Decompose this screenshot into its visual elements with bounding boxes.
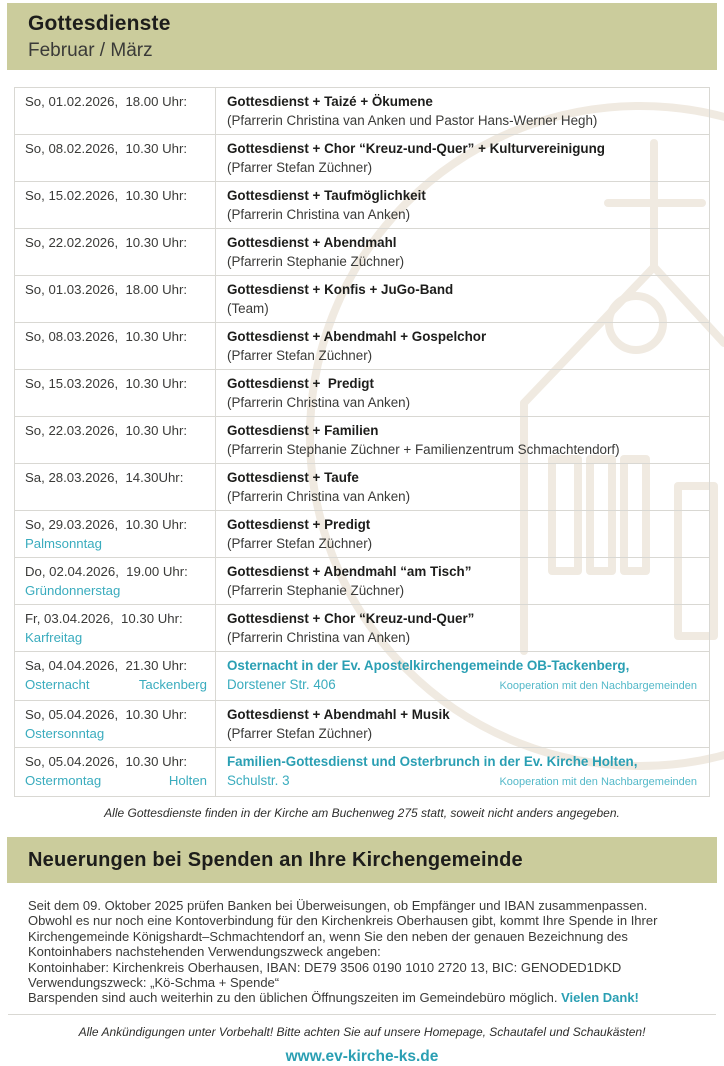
service-detail: (Pfarrerin Christina van Anken und Pastor Hans-Werner Hegh) bbox=[227, 113, 598, 128]
service-date: So, 15.03.2026, 10.30 Uhr: bbox=[25, 376, 188, 391]
schedule-row bbox=[15, 323, 709, 370]
service-detail: (Pfarrerin Stephanie Züchner) bbox=[227, 254, 405, 269]
service-date: Do, 02.04.2026, 19.00 Uhr: bbox=[25, 564, 188, 579]
date-cell bbox=[15, 88, 216, 134]
page-header bbox=[7, 3, 717, 70]
service-date: So, 22.03.2026, 10.30 Uhr: bbox=[25, 423, 188, 438]
service-detail: (Pfarrerin Stephanie Züchner + Familienzentrum Schmachtendorf) bbox=[227, 442, 620, 457]
service-date: So, 05.04.2026, 10.30 Uhr: bbox=[25, 754, 188, 769]
service-title: Gottesdienst + Predigt bbox=[227, 376, 374, 391]
donation-line: Seit dem 09. Oktober 2025 prüfen Banken bei Überweisungen, ob Empfänger und IBAN zusammenpassen. bbox=[28, 898, 648, 913]
date-cell bbox=[15, 748, 216, 796]
donations-text bbox=[28, 898, 696, 1006]
date-cell bbox=[15, 276, 216, 322]
date-cell bbox=[15, 135, 216, 181]
donation-line: Obwohl es nur noch eine Kontoverbindung für den Kirchenkreis Oberhausen gibt, kommt Ihre Spende in Ihrer bbox=[28, 913, 658, 929]
service-cell bbox=[216, 701, 709, 747]
holiday-name: Ostermontag bbox=[25, 773, 102, 788]
holiday-label bbox=[25, 675, 207, 694]
service-detail-line bbox=[227, 299, 699, 318]
service-detail-line bbox=[227, 346, 699, 365]
service-date: Sa, 28.03.2026, 14.30Uhr: bbox=[25, 470, 184, 485]
service-title: Gottesdienst + Taufe bbox=[227, 470, 359, 485]
donation-closing-line bbox=[28, 990, 696, 1005]
footer-disclaimer: Alle Ankündigungen unter Vorbehalt! Bitte achten Sie auf unsere Homepage, Schautafel und Schaukästen! bbox=[78, 1024, 646, 1039]
website-link[interactable]: www.ev-kirche-ks.de bbox=[285, 1047, 439, 1065]
schedule-row bbox=[15, 701, 709, 748]
service-title: Gottesdienst + Abendmahl “am Tisch” bbox=[227, 564, 472, 579]
schedule-row bbox=[15, 370, 709, 417]
service-detail: (Pfarrerin Stephanie Züchner) bbox=[227, 583, 405, 598]
service-date: So, 08.03.2026, 10.30 Uhr: bbox=[25, 329, 188, 344]
service-date: Sa, 04.04.2026, 21.30 Uhr: bbox=[25, 658, 188, 673]
holiday-name: Gründonnerstag bbox=[25, 583, 121, 598]
service-title: Gottesdienst + Familien bbox=[227, 423, 379, 438]
service-detail-line bbox=[227, 252, 699, 271]
donation-lines bbox=[28, 898, 696, 990]
donations-header bbox=[7, 837, 717, 883]
schedule-row bbox=[15, 276, 709, 323]
page-title: Gottesdienste bbox=[28, 12, 171, 35]
schedule-row bbox=[15, 652, 709, 701]
service-title: Gottesdienst + Taufmöglichkeit bbox=[227, 188, 426, 203]
service-title: Gottesdienst + Abendmahl bbox=[227, 235, 397, 250]
service-detail: Dorstener Str. 406 bbox=[227, 677, 336, 692]
schedule-row bbox=[15, 229, 709, 276]
date-cell bbox=[15, 370, 216, 416]
holiday-label bbox=[25, 534, 207, 553]
service-detail: (Pfarrerin Christina van Anken) bbox=[227, 630, 411, 645]
schedule-row bbox=[15, 558, 709, 605]
service-title: Gottesdienst + Chor “Kreuz-und-Quer” + Kulturvereinigung bbox=[227, 141, 605, 156]
service-detail-line bbox=[227, 111, 699, 130]
schedule-row bbox=[15, 135, 709, 182]
page-subtitle: Februar / März bbox=[28, 40, 153, 61]
service-detail-line bbox=[227, 628, 699, 647]
service-detail: (Pfarrerin Christina van Anken) bbox=[227, 489, 411, 504]
schedule-footnote: Alle Gottesdienste finden in der Kirche am Buchenweg 275 statt, soweit nicht anders angegeben. bbox=[104, 806, 620, 820]
service-date: So, 08.02.2026, 10.30 Uhr: bbox=[25, 141, 188, 156]
date-cell bbox=[15, 417, 216, 463]
date-cell bbox=[15, 558, 216, 604]
service-cell bbox=[216, 276, 709, 322]
service-cell bbox=[216, 417, 709, 463]
service-detail-line bbox=[227, 440, 699, 459]
holiday-name: Ostersonntag bbox=[25, 726, 105, 741]
schedule-row bbox=[15, 182, 709, 229]
service-title: Gottesdienst + Abendmahl + Gospelchor bbox=[227, 329, 487, 344]
donation-line: Kontoinhabers nachstehenden Verwendungszweck angeben: bbox=[28, 944, 381, 960]
service-detail: (Pfarrer Stefan Züchner) bbox=[227, 536, 373, 551]
holiday-place: Tackenberg bbox=[138, 677, 207, 692]
service-cell bbox=[216, 370, 709, 416]
schedule-row bbox=[15, 511, 709, 558]
service-cell bbox=[216, 652, 709, 700]
date-cell bbox=[15, 464, 216, 510]
service-detail-line bbox=[227, 771, 699, 792]
service-cell bbox=[216, 323, 709, 369]
service-title: Gottesdienst + Abendmahl + Musik bbox=[227, 707, 450, 722]
service-detail-line bbox=[227, 393, 699, 412]
holiday-label bbox=[25, 724, 207, 743]
holiday-label bbox=[25, 771, 207, 790]
service-cell bbox=[216, 88, 709, 134]
service-cell bbox=[216, 182, 709, 228]
service-cell bbox=[216, 748, 709, 796]
service-detail-line bbox=[227, 675, 699, 696]
date-cell bbox=[15, 229, 216, 275]
schedule-row bbox=[15, 88, 709, 135]
thanks-text: Vielen Dank! bbox=[561, 990, 639, 1006]
footer-divider bbox=[8, 1014, 716, 1015]
holiday-name: Palmsonntag bbox=[25, 536, 102, 551]
service-cell bbox=[216, 511, 709, 557]
holiday-name: Karfreitag bbox=[25, 630, 83, 645]
service-detail-line bbox=[227, 487, 699, 506]
date-cell bbox=[15, 701, 216, 747]
service-detail: (Pfarrerin Christina van Anken) bbox=[227, 395, 411, 410]
date-cell bbox=[15, 605, 216, 651]
service-schedule-table bbox=[14, 87, 710, 797]
service-detail: Schulstr. 3 bbox=[227, 773, 290, 788]
service-cell bbox=[216, 135, 709, 181]
holiday-label bbox=[25, 628, 207, 647]
date-cell bbox=[15, 323, 216, 369]
service-title: Gottesdienst + Chor “Kreuz-und-Quer” bbox=[227, 611, 475, 626]
donation-closing: Barspenden sind auch weiterhin zu den üblichen Öffnungszeiten im Gemeindebüro möglich. bbox=[28, 990, 562, 1006]
cooperation-note: Kooperation mit den Nachbargemeinden bbox=[499, 776, 697, 788]
service-cell bbox=[216, 464, 709, 510]
service-title: Gottesdienst + Taizé + Ökumene bbox=[227, 94, 433, 109]
date-cell bbox=[15, 182, 216, 228]
service-date: So, 01.03.2026, 18.00 Uhr: bbox=[25, 282, 188, 297]
service-cell bbox=[216, 558, 709, 604]
service-date: So, 15.02.2026, 10.30 Uhr: bbox=[25, 188, 188, 203]
service-date: So, 05.04.2026, 10.30 Uhr: bbox=[25, 707, 188, 722]
donation-line: Kirchengemeinde Königshardt–Schmachtendorf an, wenn Sie den neben der genauen Bezeichnung des bbox=[28, 928, 628, 944]
service-cell bbox=[216, 605, 709, 651]
donation-line: Kontoinhaber: Kirchenkreis Oberhausen, IBAN: DE79 3506 0190 1010 2720 13, BIC: GENODED1DKD bbox=[28, 959, 622, 975]
service-title: Familien-Gottesdienst und Osterbrunch in der Ev. Kirche Holten, bbox=[227, 754, 638, 769]
service-detail-line bbox=[227, 534, 699, 553]
cooperation-note: Kooperation mit den Nachbargemeinden bbox=[499, 680, 697, 692]
donation-line: Verwendungszweck: „Kö-Schma + Spende“ bbox=[28, 975, 280, 991]
holiday-label bbox=[25, 581, 207, 600]
service-detail: (Team) bbox=[227, 301, 269, 316]
service-detail: (Pfarrer Stefan Züchner) bbox=[227, 348, 373, 363]
service-detail: (Pfarrer Stefan Züchner) bbox=[227, 160, 373, 175]
schedule-row bbox=[15, 417, 709, 464]
service-detail: (Pfarrerin Christina van Anken) bbox=[227, 207, 411, 222]
service-detail-line bbox=[227, 205, 699, 224]
service-detail: (Pfarrer Stefan Züchner) bbox=[227, 726, 373, 741]
holiday-name: Osternacht bbox=[25, 677, 90, 692]
donations-title: Neuerungen bei Spenden an Ihre Kirchengemeinde bbox=[28, 848, 523, 871]
date-cell bbox=[15, 511, 216, 557]
date-cell bbox=[15, 652, 216, 700]
schedule-row bbox=[15, 748, 709, 796]
service-detail-line bbox=[227, 158, 699, 177]
service-detail-line bbox=[227, 581, 699, 600]
service-title: Osternacht in der Ev. Apostelkirchengemeinde OB-Tackenberg, bbox=[227, 658, 630, 673]
schedule-row bbox=[15, 605, 709, 652]
holiday-place: Holten bbox=[168, 773, 207, 788]
service-detail-line bbox=[227, 724, 699, 743]
service-date: So, 01.02.2026, 18.00 Uhr: bbox=[25, 94, 188, 109]
service-date: So, 29.03.2026, 10.30 Uhr: bbox=[25, 517, 188, 532]
service-cell bbox=[216, 229, 709, 275]
service-date: Fr, 03.04.2026, 10.30 Uhr: bbox=[25, 611, 183, 626]
service-title: Gottesdienst + Predigt bbox=[227, 517, 371, 532]
schedule-row bbox=[15, 464, 709, 511]
service-title: Gottesdienst + Konfis + JuGo-Band bbox=[227, 282, 454, 297]
service-date: So, 22.02.2026, 10.30 Uhr: bbox=[25, 235, 188, 250]
